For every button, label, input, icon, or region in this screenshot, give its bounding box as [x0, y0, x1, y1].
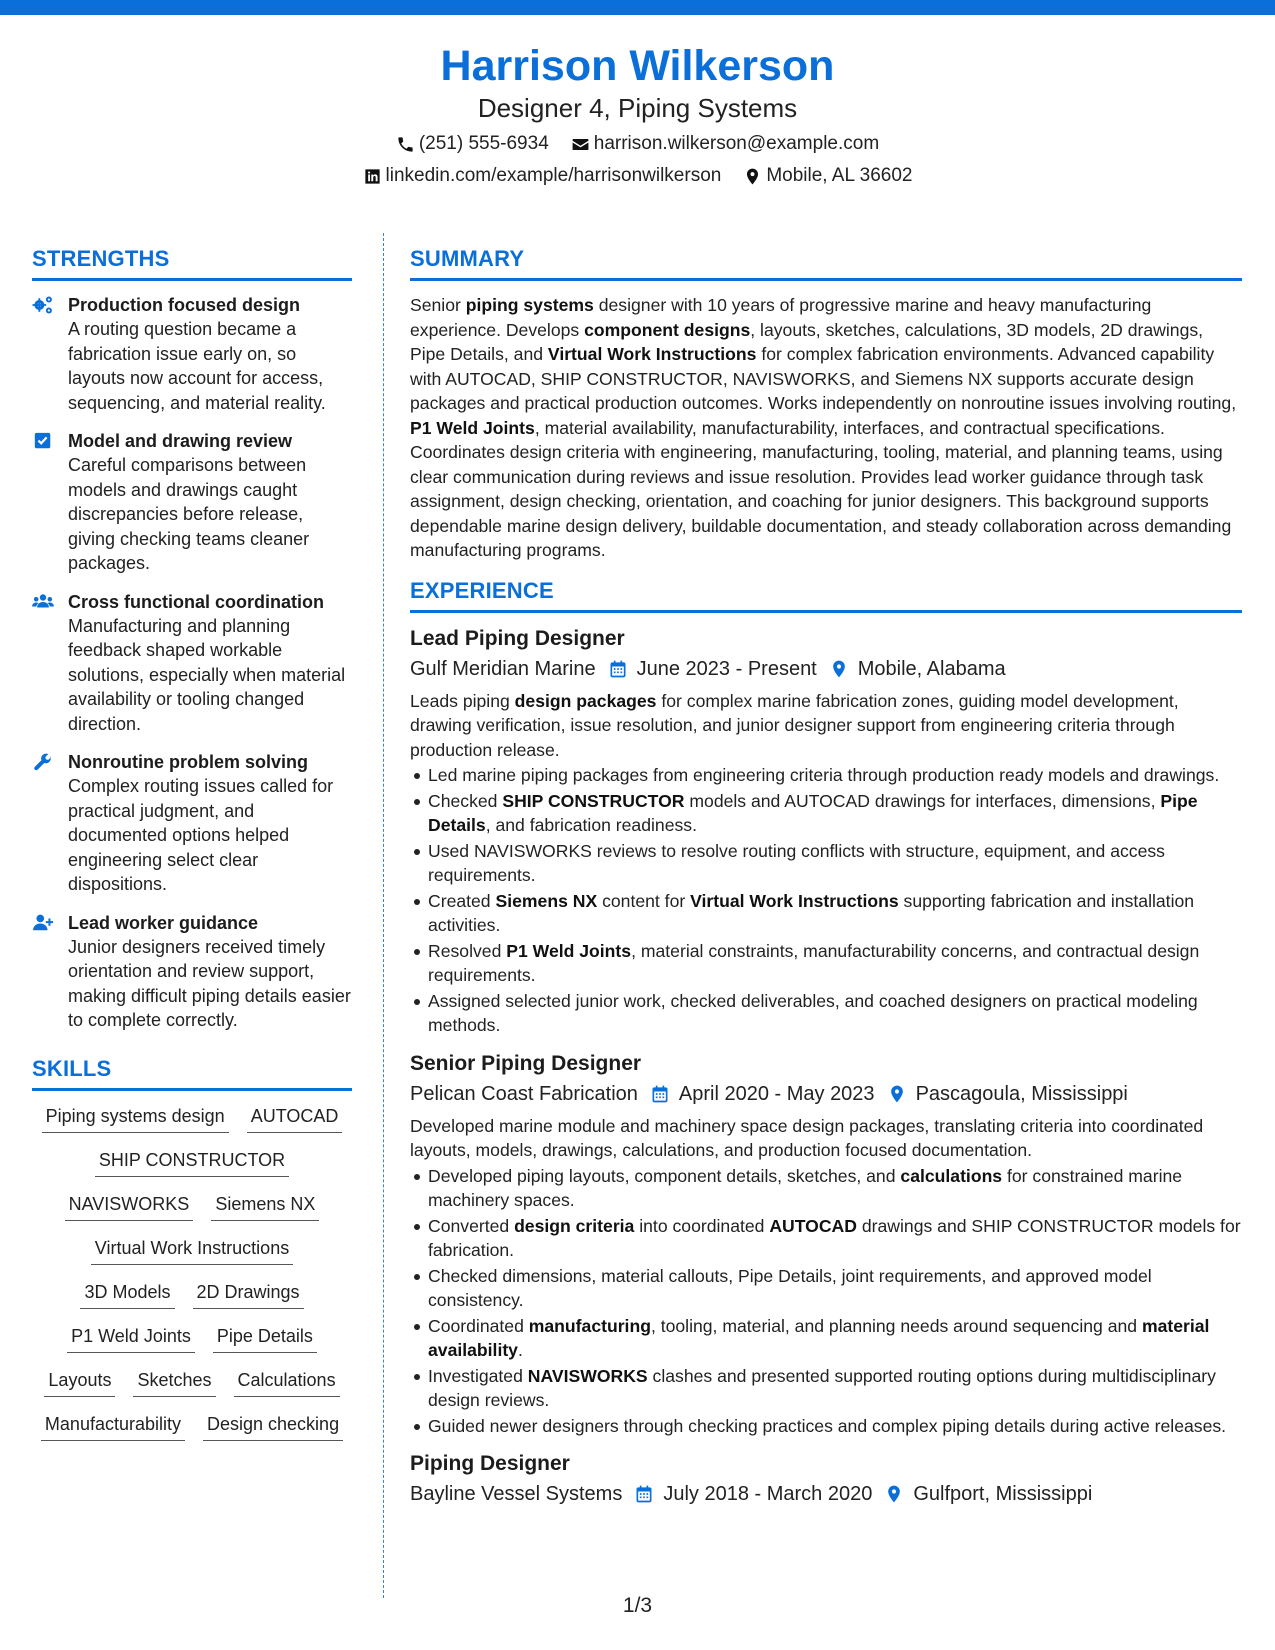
job-location	[887, 1080, 1128, 1108]
skills-row	[32, 1323, 352, 1353]
job-meta	[410, 1080, 1242, 1108]
job-entry	[410, 1450, 1242, 1508]
contact-phone[interactable]	[396, 132, 549, 156]
skill-tag: SHIP CONSTRUCTOR	[95, 1147, 289, 1177]
linkedin-text: linkedin.com/example/harrisonwilkerson	[385, 165, 722, 186]
job-title: Lead Piping Designer	[410, 626, 625, 650]
skills-row	[32, 1411, 352, 1441]
strength-title: Nonroutine problem solving	[68, 752, 309, 772]
strength-desc: Careful comparisons between models and drawings caught discrepancies before release, giving checking teams cleaner packages.	[68, 455, 310, 573]
contact-row-2	[0, 164, 1275, 188]
job-dates	[608, 655, 817, 683]
job-dates-text: July 2018 - March 2020	[663, 1483, 873, 1505]
strength-desc: A routing question became a fabrication issue early on, so layouts now account for access, sequencing, and material reality.	[68, 319, 326, 413]
experience-heading: EXPERIENCE	[410, 577, 1242, 613]
job-bullet: Assigned selected junior work, checked deliverables, and coached designers on practical modeling methods.	[428, 989, 1242, 1038]
contact-row-1	[0, 132, 1275, 156]
job-entry	[410, 625, 1242, 1038]
strength-item	[32, 293, 352, 415]
job-dates-text: June 2023 - Present	[636, 657, 817, 680]
job-entry	[410, 1050, 1242, 1439]
strength-item	[32, 911, 352, 1033]
skill-tag: P1 Weld Joints	[67, 1323, 195, 1353]
summary-heading: SUMMARY	[410, 245, 1242, 281]
checkbox-icon	[32, 431, 54, 451]
job-location	[829, 655, 1006, 683]
map-pin-icon	[743, 167, 762, 186]
skill-tag: 2D Drawings	[193, 1279, 304, 1309]
contact-email[interactable]	[571, 132, 879, 156]
skills-heading: SKILLS	[32, 1055, 352, 1091]
job-bullet: Created Siemens NX content for Virtual Work Instructions supporting fabrication and installation activities.	[428, 889, 1242, 938]
resume-header	[0, 40, 1275, 188]
job-bullet: Coordinated manufacturing, tooling, material, and planning needs around sequencing and material availability.	[428, 1314, 1242, 1363]
job-bullet: Used NAVISWORKS reviews to resolve routing conflicts with structure, equipment, and access requirements.	[428, 839, 1242, 888]
skill-tag: Layouts	[44, 1367, 115, 1397]
users-icon	[32, 592, 54, 612]
strengths-heading: STRENGTHS	[32, 245, 352, 281]
strength-item	[32, 750, 352, 897]
skill-tag: AUTOCAD	[247, 1103, 343, 1133]
strength-desc: Junior designers received timely orientation and review support, making difficult piping details easier to complete correctly.	[68, 936, 351, 1030]
contact-location	[743, 164, 912, 188]
skill-tag: 3D Models	[80, 1279, 174, 1309]
page-number: 1/3	[622, 1594, 653, 1617]
left-column	[32, 245, 352, 1441]
strength-item	[32, 429, 352, 576]
strength-desc: Complex routing issues called for practical judgment, and documented options helped engineering select clear dispositions.	[68, 776, 334, 894]
strength-desc: Manufacturing and planning feedback shaped workable solutions, especially when material availability or tooling changed direction.	[68, 615, 346, 734]
job-company: Pelican Coast Fabrication	[410, 1082, 638, 1105]
job-bullet: Investigated NAVISWORKS clashes and presented supported routing options during multidisciplinary design reviews.	[428, 1364, 1242, 1413]
candidate-title: Designer 4, Piping Systems	[477, 93, 798, 123]
job-location-text: Mobile, Alabama	[857, 657, 1006, 680]
job-bullets	[410, 1164, 1242, 1439]
skills-row	[32, 1147, 352, 1177]
wrench-icon	[32, 752, 54, 772]
user-plus-icon	[32, 913, 54, 933]
job-title: Senior Piping Designer	[410, 1051, 642, 1075]
email-text: harrison.wilkerson@example.com	[593, 133, 880, 154]
job-company: Gulf Meridian Marine	[410, 657, 596, 680]
gears-icon	[32, 295, 54, 315]
skill-tag: Sketches	[133, 1367, 215, 1397]
job-company: Bayline Vessel Systems	[410, 1483, 623, 1505]
calendar-icon	[634, 1484, 654, 1504]
candidate-name: Harrison Wilkerson	[440, 42, 835, 90]
map-pin-icon	[829, 659, 849, 679]
skill-tag: Design checking	[203, 1411, 343, 1441]
strength-title: Lead worker guidance	[68, 912, 259, 933]
strength-title: Cross functional coordination	[68, 591, 325, 612]
job-dates	[634, 1480, 872, 1508]
skills-list	[32, 1103, 352, 1441]
job-location-text: Pascagoula, Mississippi	[915, 1082, 1128, 1105]
job-bullet: Resolved P1 Weld Joints, material constraints, manufacturability concerns, and contractual design requirements.	[428, 939, 1242, 988]
skills-row	[32, 1279, 352, 1309]
strength-item	[32, 590, 352, 737]
skills-row	[32, 1103, 352, 1133]
skill-tag: Siemens NX	[211, 1191, 319, 1221]
linkedin-icon	[363, 167, 382, 186]
strength-title: Production focused design	[68, 295, 301, 315]
skill-tag: Calculations	[234, 1367, 340, 1397]
job-bullet: Checked dimensions, material callouts, Pipe Details, joint requirements, and approved model consistency.	[428, 1264, 1242, 1313]
job-bullet: Converted design criteria into coordinated AUTOCAD drawings and SHIP CONSTRUCTOR models for fabrication.	[428, 1214, 1242, 1263]
experience-list	[410, 625, 1242, 1509]
top-accent-bar	[0, 0, 1275, 15]
summary-text: Senior piping systems designer with 10 years of progressive marine and heavy manufacturing experience. Develops component designs, layouts, sketches, calculations, 3D models, 2D drawings, Pipe Details, and Virtual Work Instructions for complex fabrication environments. Advanced capability with AUTOCAD, SHIP CONSTRUCTOR, NAVISWORKS, and Siemens NX supports accurate design packages and practical production outcomes. Works independently on nonroutine issues involving routing, P1 Weld Joints, material availability, manufacturability, interfaces, and contractual specifications. Coordinates design criteria with engineering, manufacturing, tooling, material, and planning teams, using clear communication during reviews and issue resolution. Provides lead worker guidance through task assignment, design checking, orientation, and coaching for junior designers. This background supports dependable marine design delivery, buildable documentation, and steady collaboration across demanding manufacturing programs.	[410, 295, 1237, 560]
job-description: Developed marine module and machinery space design packages, translating criteria into coordinated layouts, models, drawings, calculations, and production focused documentation.	[410, 1115, 1204, 1160]
skills-row	[32, 1367, 352, 1397]
job-meta	[410, 655, 1242, 683]
envelope-icon	[571, 135, 590, 154]
calendar-icon	[650, 1084, 670, 1104]
contact-linkedin[interactable]	[363, 164, 722, 188]
phone-text: (251) 555-6934	[418, 133, 549, 154]
job-dates	[650, 1080, 875, 1108]
skill-tag: Virtual Work Instructions	[91, 1235, 293, 1265]
job-title: Piping Designer	[410, 1452, 570, 1475]
map-pin-icon	[887, 1084, 907, 1104]
job-bullet: Developed piping layouts, component details, sketches, and calculations for constrained marine machinery spaces.	[428, 1164, 1242, 1213]
job-dates-text: April 2020 - May 2023	[678, 1082, 875, 1105]
skill-tag: Manufacturability	[41, 1411, 185, 1441]
column-divider	[383, 233, 384, 1598]
job-bullet: Led marine piping packages from engineering criteria through production ready models and drawings.	[428, 763, 1242, 788]
right-column	[410, 245, 1242, 1520]
job-bullets	[410, 763, 1242, 1038]
job-location	[884, 1480, 1092, 1508]
skill-tag: Pipe Details	[213, 1323, 317, 1353]
skill-tag: Piping systems design	[42, 1103, 229, 1133]
job-meta	[410, 1480, 1242, 1508]
job-description: Leads piping design packages for complex marine fabrication zones, guiding model development, drawing verification, issue resolution, and junior designer support from engineering criteria through production release.	[410, 690, 1179, 760]
job-bullet: Guided newer designers through checking practices and complex piping details during active releases.	[428, 1414, 1242, 1439]
location-text: Mobile, AL 36602	[766, 165, 913, 186]
skills-row	[32, 1235, 352, 1265]
phone-icon	[396, 135, 415, 154]
skills-row	[32, 1191, 352, 1221]
strength-title: Model and drawing review	[68, 431, 293, 451]
job-bullet: Checked SHIP CONSTRUCTOR models and AUTOCAD drawings for interfaces, dimensions, Pipe Details, and fabrication readiness.	[428, 789, 1242, 838]
job-location-text: Gulfport, Mississippi	[913, 1483, 1093, 1505]
skill-tag: NAVISWORKS	[65, 1191, 194, 1221]
map-pin-icon	[884, 1484, 904, 1504]
calendar-icon	[608, 659, 628, 679]
